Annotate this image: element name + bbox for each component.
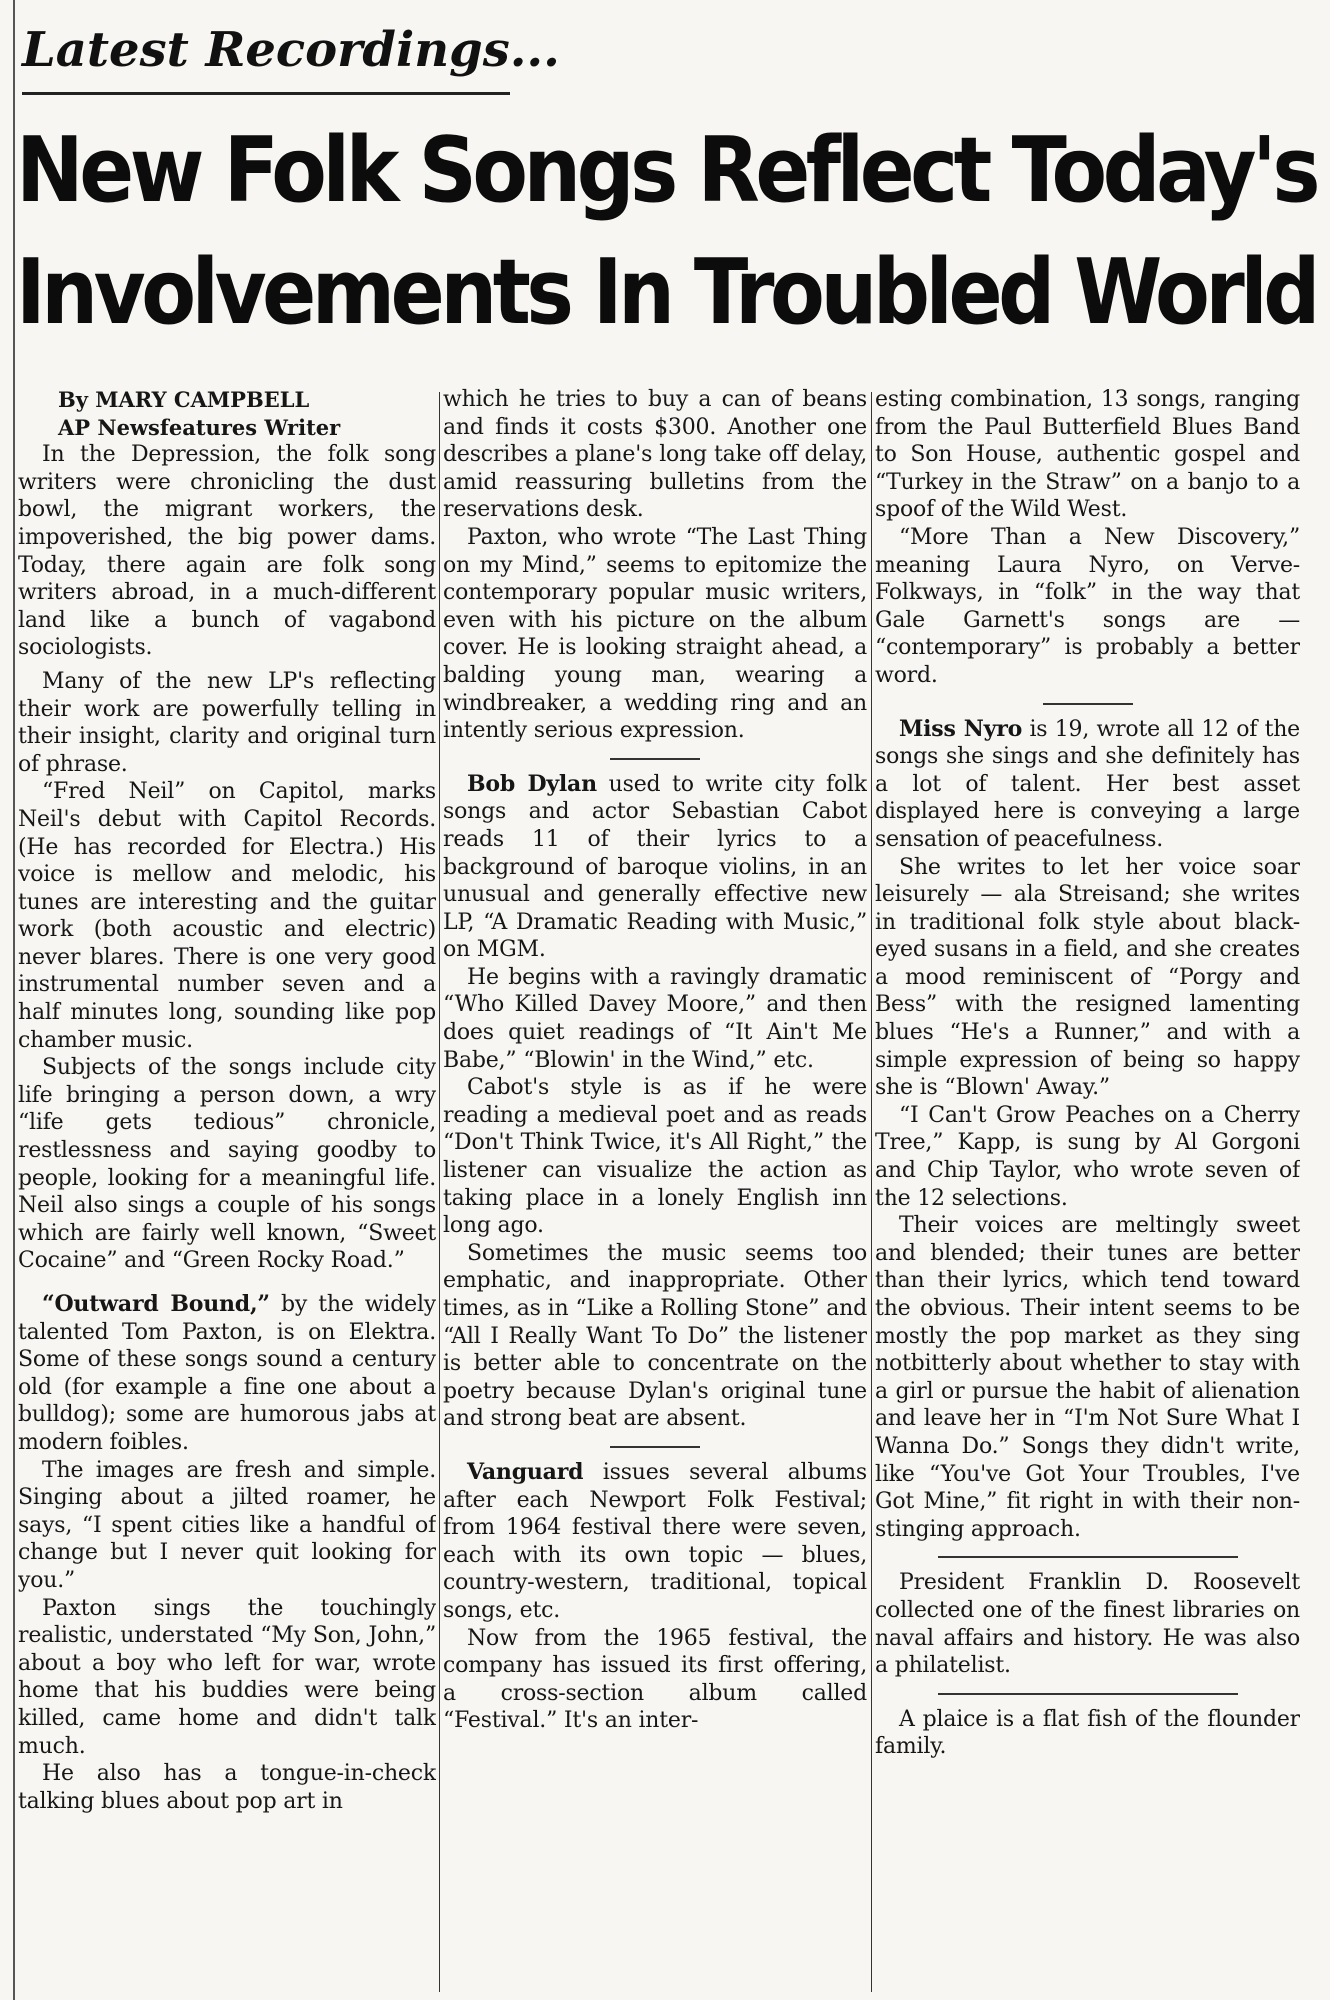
paragraph <box>18 1291 436 1457</box>
paragraph: Paxton sings the touchingly realistic, understated “My Son, John,” about a boy who left for war, wrote home that his buddies were being killed, came home and didn't talk much. <box>18 1595 436 1759</box>
paragraph: “Fred Neil” on Capitol, marks Neil's debut with Capitol Records. (He has recorded for Electra.) His voice is mellow and melodic, his tunes are interesting and the guitar work (both acoustic and electric) never blares. There is one very good instrumental number seven and a half minutes long, sounding like pop chamber music. <box>18 779 436 1053</box>
paragraph: The images are fresh and simple. Singing about a jilted roamer, he says, “I spent cities like a handful of change but I never quit looking for you.” <box>18 1457 436 1593</box>
paragraph <box>443 771 867 964</box>
paragraph: A plaice is a flat fish of the flounder family. <box>875 1706 1300 1760</box>
kicker-underline <box>22 92 510 95</box>
paragraph: In the Depression, the folk song writers were chronicling the dust bowl, the migrant workers, the impoverished, the big power dams. Today, there again are folk song writers abroad, in a much-different land like a bunch of vagabond sociologists. <box>18 442 436 661</box>
paragraph: which he tries to buy a can of beans and finds it costs $300. Another one describes a plane's long take off delay, amid reassuring bulletins from the reservations desk. <box>443 387 867 523</box>
column-rule <box>439 392 440 1992</box>
paragraph <box>443 1459 867 1625</box>
left-column-rule <box>13 0 15 2000</box>
paragraph: Cabot's style is as if he were reading a medieval poet and as reads “Don't Think Twice, it's All Right,” the listener can visualize the action as taking place in a lonely English inn long ago. <box>443 1075 867 1239</box>
paragraph: Paxton, who wrote “The Last Thing on my Mind,” seems to epitomize the contemporary popular music writers, even with his picture on the album cover. He is looking straight ahead, a balding young man, wearing a windbreaker, a wedding ring and an intently serious expression. <box>443 524 867 744</box>
paragraph-text: issues several albums after each Newport Folk Festival; from 1964 festival there were seven, each with its own topic — blues, country-western, traditional, topical songs, etc. <box>443 1459 867 1623</box>
paragraph <box>875 716 1300 854</box>
article-column-2 <box>443 386 867 1991</box>
headline-line-1: New Folk Songs Reflect Today's <box>16 118 1317 223</box>
headline-line-2: Involvements In Troubled World <box>16 240 1316 345</box>
article-column-3 <box>875 386 1300 1991</box>
paragraph-lead: Miss Nyro <box>899 715 1023 742</box>
paragraph: Their voices are meltingly sweet and blended; their tunes are better than their lyrics, which tend toward the obvious. Their intent seems to be mostly the pop market as they sing notbitterly about whether to stay with a girl or pursue the habit of alienation and leave her in “I'm Not Sure What I Wanna Do.” Songs they didn't write, like “You've Got Your Troubles, I've Got Mine,” fit right in with their non-stinging approach. <box>875 1213 1300 1542</box>
section-kicker: Latest Recordings... <box>22 22 560 78</box>
paragraph: “I Can't Grow Peaches on a Cherry Tree,” Kapp, is sung by Al Gorgoni and Chip Taylor, who wrote seven of the 12 selections. <box>875 1102 1300 1211</box>
paragraph-text: used to write city folk songs and actor Sebastian Cabot reads 11 of their lyrics to a background of baroque violins, in an unusual and generally effective new LP, “A Dramatic Reading with Music,” on MGM. <box>443 771 867 963</box>
section-separator <box>610 1446 700 1448</box>
byline-role: AP Newsfeatures Writer <box>58 414 341 440</box>
paragraph: President Franklin D. Roosevelt collected one of the finest libraries on naval affairs and history. He was also a philatelist. <box>875 1570 1300 1679</box>
paragraph: She writes to let her voice soar leisurely — ala Streisand; she writes in traditional folk style about black-eyed susans in a field, and she creates a mood reminiscent of “Porgy and Bess” with the resigned lamenting blues “He's a Runner,” and with a simple expression of being so happy she is “Blown' Away.” <box>875 854 1300 1101</box>
paragraph-lead: Bob Dylan <box>467 770 597 797</box>
section-separator <box>938 1556 1238 1558</box>
paragraph-text: is 19, wrote all 12 of the songs she sings and she definitely has a lot of talent. Her best asset displayed here is conveying a large sensation of peacefulness. <box>875 716 1300 852</box>
byline-author: By MARY CAMPBELL <box>58 387 310 412</box>
paragraph: Many of the new LP's reflecting their work are powerfully telling in their insight, clarity and original turn of phrase. <box>18 668 436 777</box>
section-separator <box>938 1693 1238 1695</box>
paragraph: Subjects of the songs include city life bringing a person down, a wry “life gets tedious” chronicle, restlessness and saying goodby to people, looking for a meaningful life. Neil also sings a couple of his songs which are fairly well known, “Sweet Cocaine” and “Green Rocky Road.” <box>18 1055 436 1274</box>
section-separator <box>610 758 700 760</box>
paragraph-text: by the widely talented Tom Paxton, is on Elektra. Some of these songs sound a century old (for example a fine one about a bulldog); some are humorous jabs at modern foibles. <box>18 1292 436 1455</box>
paragraph: Sometimes the music seems too emphatic, and inappropriate. Other times, as in “Like a Rolling Stone” and “All I Really Want To Do” the listener is better able to concentrate on the poetry because Dylan's original tune and strong beat are absent. <box>443 1240 867 1432</box>
paragraph: “More Than a New Discovery,” meaning Laura Nyro, on Verve-Folkways, in “folk” in the way that Gale Garnett's songs are — “contemporary” is probably a better word. <box>875 524 1300 688</box>
article-column-1 <box>18 386 436 1991</box>
paragraph: He also has a tongue-in-check talking blues about pop art in <box>18 1761 436 1814</box>
section-separator <box>1043 703 1133 705</box>
paragraph: Now from the 1965 festival, the company has issued its first offering, a cross-section album called “Festival.” It's an inter- <box>443 1625 867 1734</box>
paragraph-lead: Vanguard <box>467 1458 584 1485</box>
column-rule <box>871 392 872 1992</box>
paragraph-lead: “Outward Bound,” <box>42 1291 270 1317</box>
paragraph: esting combination, 13 songs, ranging from the Paul Butterfield Blues Band to Son House, authentic gospel and “Turkey in the Straw” on a banjo to a spoof of the Wild West. <box>875 387 1300 523</box>
paragraph: He begins with a ravingly dramatic “Who Killed Davey Moore,” and then does quiet readings of “It Ain't Me Babe,” “Blowin' in the Wind,” etc. <box>443 964 867 1073</box>
